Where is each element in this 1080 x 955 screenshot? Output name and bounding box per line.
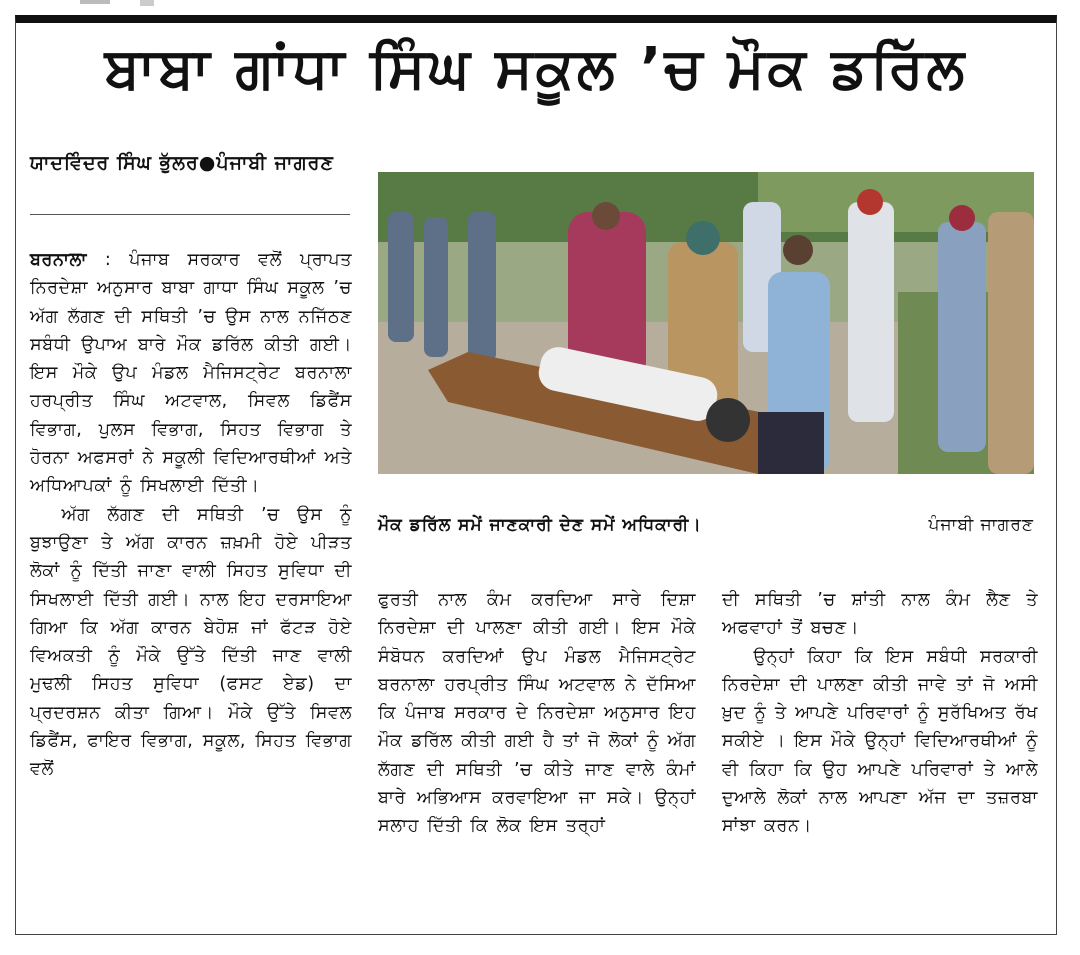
article-column-3 bbox=[722, 586, 1038, 841]
article-paragraph: ਉਨ੍ਹਾਂ ਕਿਹਾ ਕਿ ਇਸ ਸਬੰਧੀ ਸਰਕਾਰੀ ਨਿਰਦੇਸ਼ਾ ਦੀ ਪਾਲਣਾ ਕੀਤੀ ਜਾਵੇ ਤਾਂ ਜੋ ਅਸੀ ਖ਼ੁਦ ਨੂੰ ਤੇ ਆਪਣੇ ਪਰਿਵਾਰਾਂ ਨੂੰ ਸੁਰੱਖਿਅਤ ਰੱਖ ਸਕੀਏ । ਇਸ ਮੌਕੇ ਉਨ੍ਹਾਂ ਵਿਦਿਆਰਥੀਆਂ ਨੂੰ ਵੀ ਕਿਹਾ ਕਿ ਉਹ ਆਪਣੇ ਪਰਿਵਾਰਾਂ ਤੇ ਆਲੇ ਦੁਆਲੇ ਲੋਕਾਂ ਨਾਲ ਆਪਣਾ ਅੱਜ ਦਾ ਤਜ਼ਰਬਾ ਸਾਂਝਾ ਕਰਨ। bbox=[722, 646, 1038, 837]
photo-credit: ਪੰਜਾਬੀ ਜਾਗਰਣ bbox=[928, 515, 1034, 535]
article-paragraph: ਫੁਰਤੀ ਨਾਲ ਕੰਮ ਕਰਦਿਆ ਸਾਰੇ ਦਿਸ਼ਾ ਨਿਰਦੇਸ਼ਾ ਦੀ ਪਾਲਣਾ ਕੀਤੀ ਗਈ। ਇਸ ਮੌਕੇ ਸੰਬੋਧਨ ਕਰਦਿਆਂ ਉਪ ਮੰਡਲ ਮੈਜਿਸਟ੍ਰੇਟ ਬਰਨਾਲਾ ਹਰਪ੍ਰੀਤ ਸਿੰਘ ਅਟਵਾਲ ਨੇ ਦੱਸਿਆ ਕਿ ਪੰਜਾਬ ਸਰਕਾਰ ਦੇ ਨਿਰਦੇਸ਼ਾ ਅਨੁਸਾਰ ਇਹ ਮੌਕ ਡਰਿੱਲ ਕੀਤੀ ਗਈ ਹੈ ਤਾਂ ਜੋ ਲੋਕਾਂ ਨੂੰ ਅੱਗ ਲੱਗਣ ਦੀ ਸਥਿਤੀ ’ਚ ਕੀਤੇ ਜਾਣ ਵਾਲੇ ਕੰਮਾਂ ਬਾਰੇ ਅਭਿਆਸ ਕਰਵਾਇਆ ਜਾ ਸਕੇ। ਉਨ੍ਹਾਂ ਸਲਾਹ ਦਿੱਤੀ ਕਿ ਲੋਕ ਇਸ ਤਰ੍ਹਾਂ bbox=[378, 590, 696, 837]
cropped-masthead-fragment bbox=[70, 0, 190, 10]
headline: ਬਾਬਾ ਗਾਂਧਾ ਸਿੰਘ ਸਕੂਲ ’ਚ ਮੌਕ ਡਰਿੱਲ bbox=[104, 36, 968, 101]
dateline: ਬਰਨਾਲਾ bbox=[30, 250, 87, 270]
article-paragraph: ਅੱਗ ਲੱਗਣ ਦੀ ਸਥਿਤੀ ’ਚ ਉਸ ਨੂੰ ਬੁਝਾਉਣਾ ਤੇ ਅੱਗ ਕਾਰਨ ਜ਼ਖ਼ਮੀ ਹੋਏ ਪੀੜਤ ਲੋਕਾਂ ਨੂੰ ਦਿੱਤੀ ਜਾਣਾ ਵਾਲੀ ਸਿਹਤ ਸੁਵਿਧਾ ਦੀ ਸਿਖਲਾਈ ਦਿੱਤੀ ਗਈ। ਨਾਲ ਇਹ ਦਰਸਾਇਆ ਗਿਆ ਕਿ ਅੱਗ ਕਾਰਨ ਬੇਹੋਸ਼ ਜਾਂ ਫੱਟੜ ਹੋਏ ਵਿਅਕਤੀ ਨੂੰ ਮੌਕੇ ਉੱਤੇ ਦਿੱਤੀ ਜਾਣ ਵਾਲੀ ਮੁਢਲੀ ਸਿਹਤ ਸੁਵਿਧਾ (ਫਸਟ ਏਡ) ਦਾ ਪ੍ਰਦਰਸ਼ਨ ਕੀਤਾ ਗਿਆ। ਮੌਕੇ ਉੱਤੇ ਸਿਵਲ ਡਿਫੈਂਸ, ਫਾਇਰ ਵਿਭਾਗ, ਸਕੂਲ, ਸਿਹਤ ਵਿਭਾਗ ਵਲੋਂ bbox=[30, 504, 352, 780]
article-paragraph bbox=[30, 246, 352, 501]
article-column-1 bbox=[30, 246, 352, 784]
paragraph-text: : ਪੰਜਾਬ ਸਰਕਾਰ ਵਲੋਂ ਪ੍ਰਾਪਤ ਨਿਰਦੇਸ਼ਾ ਅਨੁਸਾਰ ਬਾਬਾ ਗਾਧਾ ਸਿੰਘ ਸਕੂਲ ’ਚ ਅੱਗ ਲੱਗਣ ਦੀ ਸਥਿਤੀ ’ਚ ਉਸ ਨਾਲ ਨਜਿੱਠਣ ਸਬੰਧੀ ਉਪਾਅ ਬਾਰੇ ਮੌਕ ਡਰਿੱਲ ਕੀਤੀ ਗਈ। ਇਸ ਮੌਕੇ ਉਪ ਮੰਡਲ ਮੈਜਿਸਟ੍ਰੇਟ ਬਰਨਾਲਾ ਹਰਪ੍ਰੀਤ ਸਿੰਘ ਅਟਵਾਲ, ਸਿਵਲ ਡਿਫੈਂਸ ਵਿਭਾਗ, ਪੁਲਸ ਵਿਭਾਗ, ਸਿਹਤ ਵਿਭਾਗ ਤੇ ਹੋਰਨਾ ਅਫਸਰਾਂ ਨੇ ਸਕੂਲੀ ਵਿਦਿਆਰਥੀਆਂ ਅਤੇ ਅਧਿਆਪਕਾਂ ਨੂੰ ਸਿਖਲਾਈ ਦਿੱਤੀ। bbox=[30, 250, 353, 497]
photo-caption-bar bbox=[378, 510, 1034, 540]
article-paragraph: ਦੀ ਸਥਿਤੀ ’ਚ ਸ਼ਾਂਤੀ ਨਾਲ ਕੰਮ ਲੈਣ ਤੇ ਅਫਵਾਹਾਂ ਤੋਂ ਬਚਣ। bbox=[722, 590, 1038, 639]
news-photo bbox=[378, 172, 1034, 474]
byline-divider bbox=[30, 214, 350, 215]
photo-caption: ਮੌਕ ਡਰਿੱਲ ਸਮੇਂ ਜਾਣਕਾਰੀ ਦੇਣ ਸਮੇਂ ਅਧਿਕਾਰੀ। bbox=[378, 515, 702, 535]
article-column-2 bbox=[378, 586, 696, 841]
photo-mock-drill-scene bbox=[378, 172, 1034, 474]
byline: ਯਾਦਵਿੰਦਰ ਸਿੰਘ ਭੁੱਲਰ●ਪੰਜਾਬੀ ਜਾਗਰਣ bbox=[30, 152, 334, 174]
